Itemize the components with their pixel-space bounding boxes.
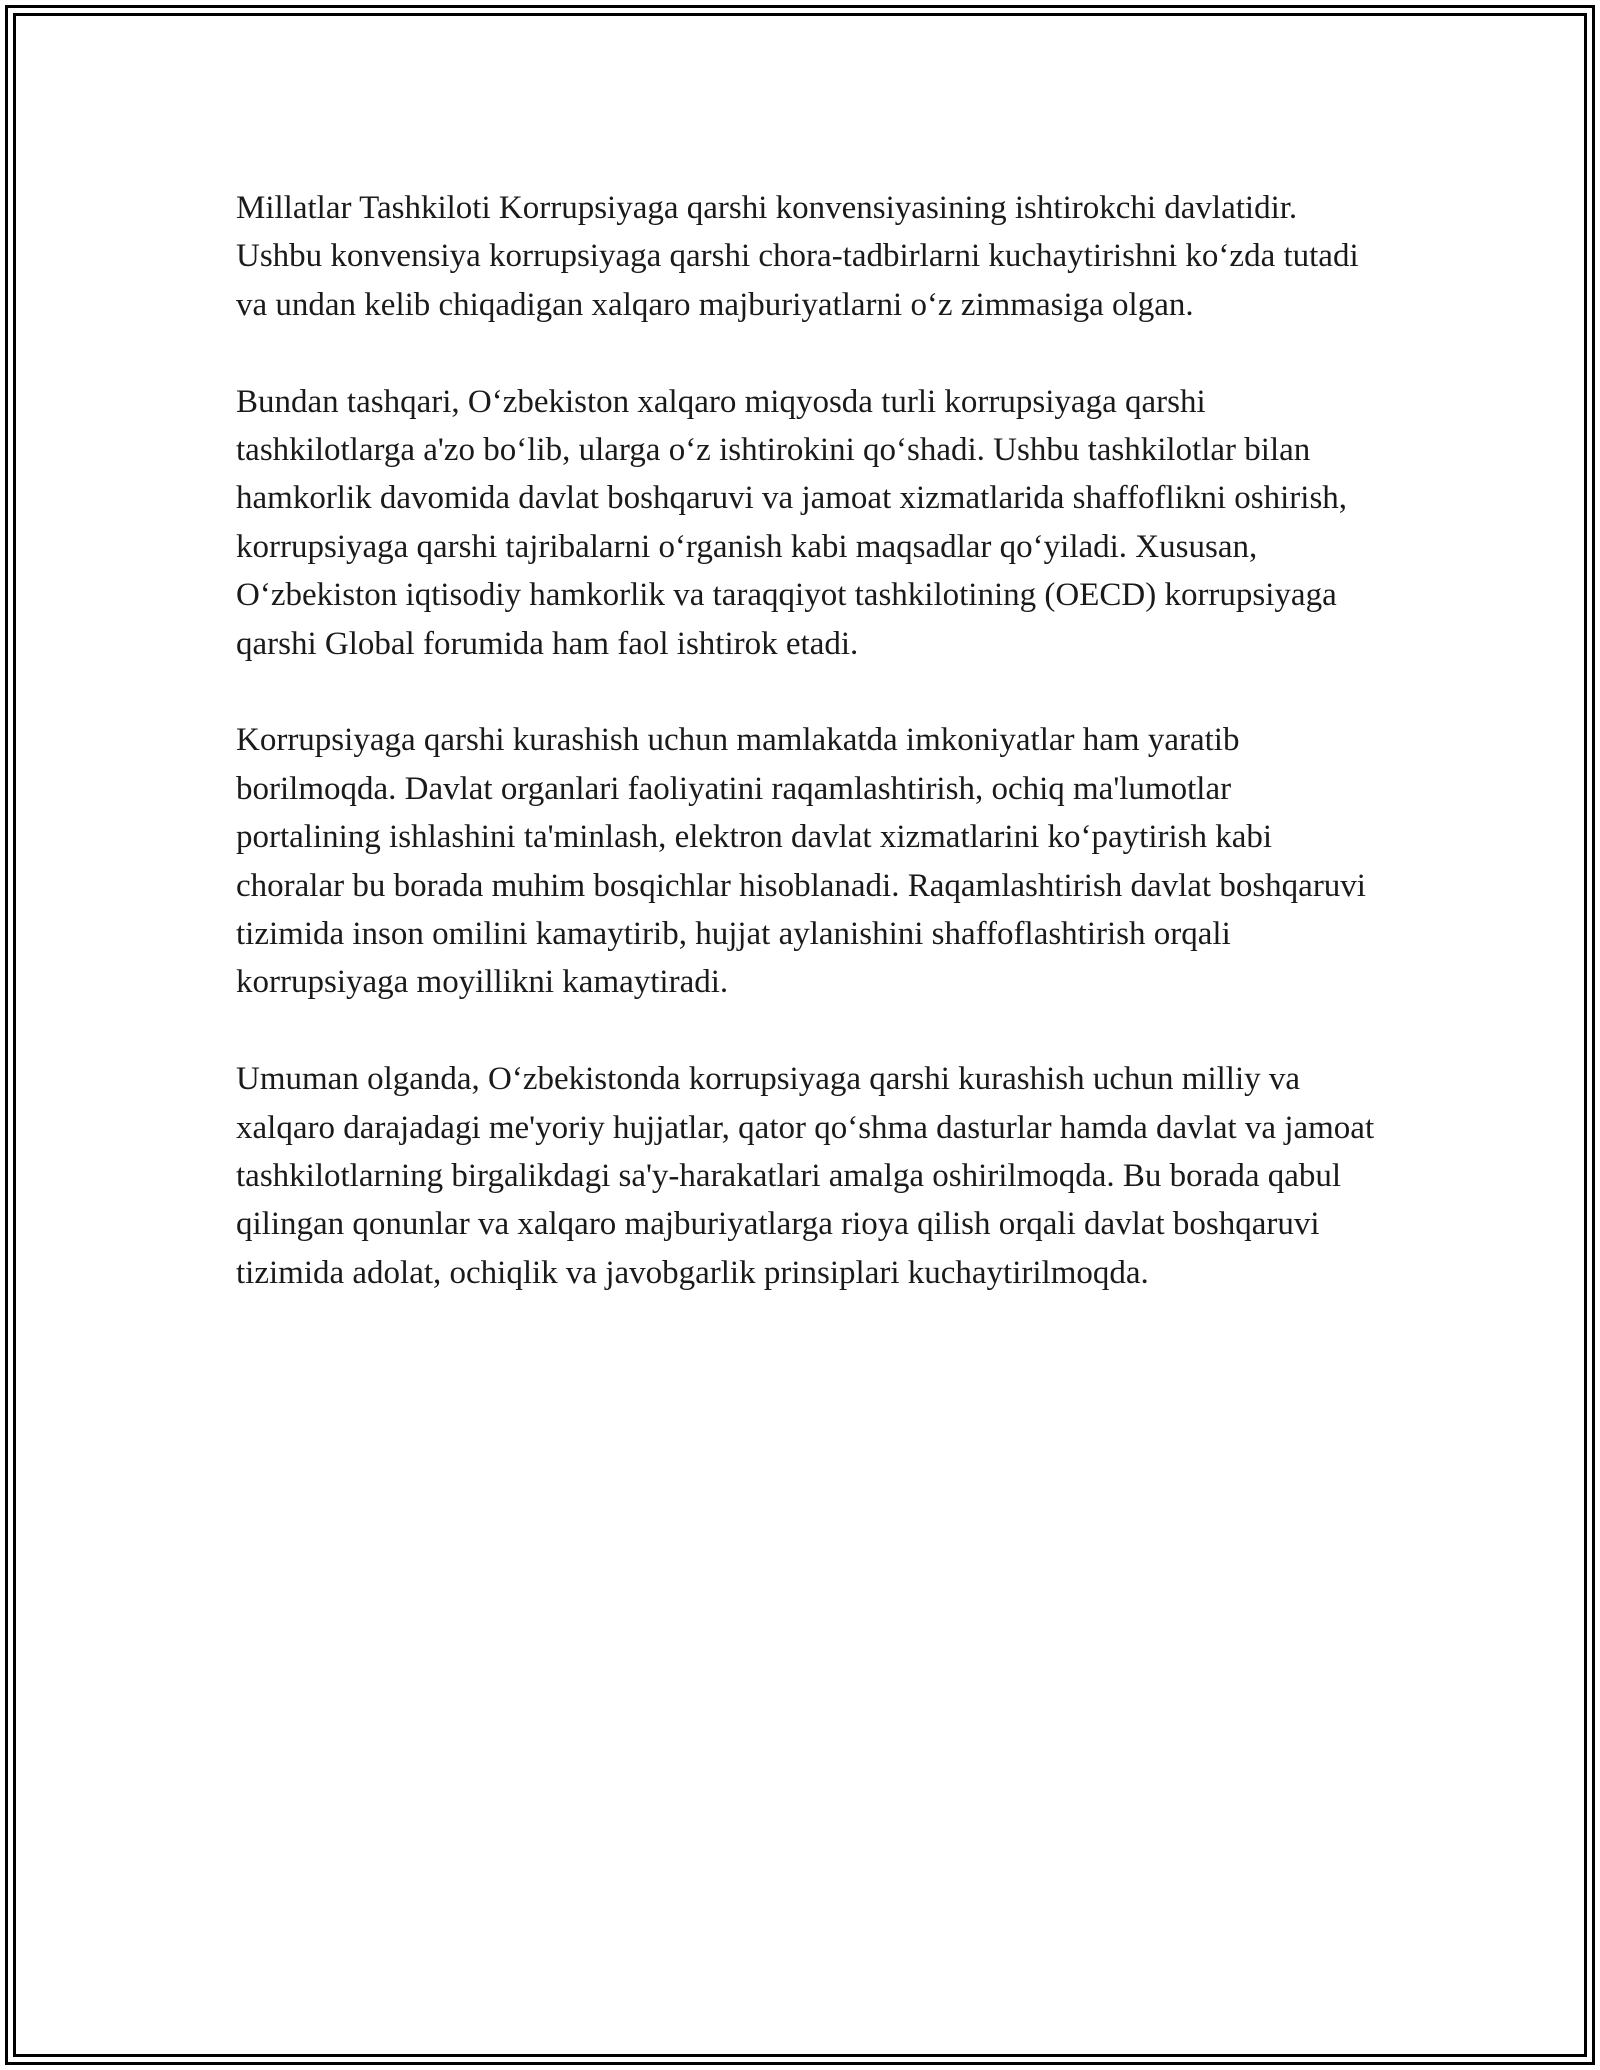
paragraph-1: Millatlar Tashkiloti Korrupsiyaga qarshi konvensiyasining ishtirokchi davlatidir. Ushbu konvensiya korrupsiyaga qarshi chora-tadbirlarni kuchaytirishni ko‘zda tutadi va undan kelib chiqadigan xalqaro majburiyatlarni o‘z zimmasiga olgan. — [236, 190, 1359, 323]
paragraph-4: Umuman olganda, O‘zbekistonda korrupsiyaga qarshi kurashish uchun milliy va xalqaro darajadagi me'yoriy hujjatlar, qator qo‘shma dasturlar hamda davlat va jamoat tashkilotlarning birgalikdagi sa'y-harakatlari amalga oshirilmoqda. Bu borada qabul qilingan qonunlar va xalqaro majburiyatlarga rioya qilish orqali davlat boshqaruvi tizimida adolat, ochiqlik va javobgarlik prinsiplari kuchaytirilmoqda. — [236, 1061, 1375, 1291]
paragraph-3: Korrupsiyaga qarshi kurashish uchun mamlakatda imkoniyatlar ham yaratib borilmoqda. Davlat organlari faoliyatini raqamlashtirish, ochiq ma'lumotlar portalining ishlashini ta'minlash, elektron davlat xizmatlarini ko‘paytirish kabi choralar bu borada muhim bosqichlar hisoblanadi. Raqamlashtirish davlat boshqaruvi tizimida inson omilini kamaytirib, hujjat aylanishini shaffoflashtirish orqali korrupsiyaga moyillikni kamaytiradi. — [236, 722, 1366, 1001]
paragraph-2: Bundan tashqari, O‘zbekiston xalqaro miqyosda turli korrupsiyaga qarshi tashkilotlarga a'zo bo‘lib, ularga o‘z ishtirokini qo‘shadi. Ushbu tashkilotlar bilan hamkorlik davomida davlat boshqaruvi va jamoat xizmatlarida shaffoflikni oshirish, korrupsiyaga qarshi tajribalarni o‘rganish kabi maqsadlar qo‘yiladi. Xususan, O‘zbekiston iqtisodiy hamkorlik va taraqqiyot tashkilotining (OECD) korrupsiyaga qarshi Global forumida ham faol ishtirok etadi. — [236, 383, 1348, 662]
document-body — [236, 184, 1376, 1346]
